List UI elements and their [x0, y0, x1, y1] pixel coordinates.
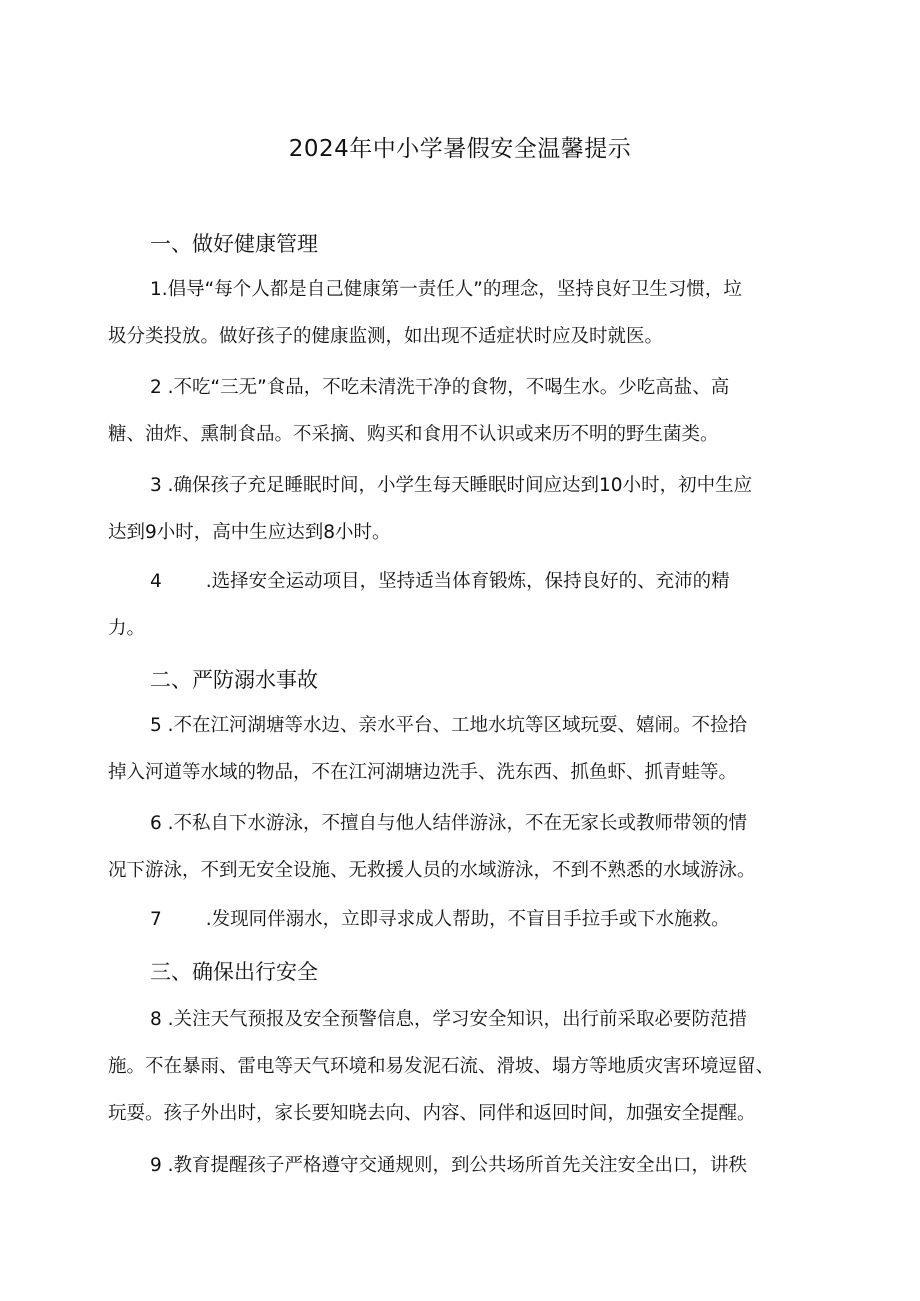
paragraph-line: 况下游泳，不到无安全设施、无救援人员的水域游泳，不到不熟悉的水域游泳。 — [108, 860, 756, 881]
section-heading: 二、严防溺水事故 — [150, 668, 318, 692]
paragraph-item-4 — [108, 558, 832, 652]
paragraph-line: .选择安全运动项目，坚持适当体育锻炼，保持良好的、充沛的精 — [205, 571, 730, 592]
paragraph-item-8 — [108, 996, 832, 1137]
paragraph-line: 9 .教育提醒孩子严格遵守交通规则，到公共场所首先关注安全出口，讲秩 — [150, 1155, 748, 1176]
paragraph-line: 施。不在暴雨、雷电等天气环境和易发泥石流、滑坡、塌方等地质灾害环境逗留、 — [108, 1056, 775, 1077]
item-number: 4 — [150, 571, 162, 592]
paragraph-item-2 — [108, 364, 832, 458]
paragraph-line: 8 .关注天气预报及安全预警信息，学习安全知识，出行前采取必要防范措 — [150, 1009, 748, 1030]
paragraph-line: 玩耍。孩子外出时，家长要知晓去向、内容、同伴和返回时间，加强安全提醒。 — [108, 1103, 756, 1124]
paragraph-item-3 — [108, 462, 832, 556]
paragraph-line: 6 .不私自下水游泳，不擅自与他人结伴游泳，不在无家长或教师带领的情 — [150, 813, 748, 834]
paragraph-item-9 — [108, 1142, 832, 1189]
paragraph-line: 圾分类投放。做好孩子的健康监测，如出现不适症状时应及时就医。 — [108, 326, 664, 347]
section-heading: 一、做好健康管理 — [150, 232, 318, 256]
paragraph-line: 2 .不吃“三无”食品，不吃未清洗干净的食物，不喝生水。少吃高盐、高 — [150, 377, 730, 398]
paragraph-line: 掉入河道等水域的物品，不在江河湖塘边洗手、洗东西、抓鱼虾、抓青蛙等。 — [108, 762, 738, 783]
paragraph-item-7 — [108, 896, 832, 943]
paragraph-line: 5 .不在江河湖塘等水边、亲水平台、工地水坑等区域玩耍、嬉闹。不捡拾 — [150, 715, 748, 736]
paragraph-line: 糖、油炸、熏制食品。不采摘、购买和食用不认识或来历不明的野生菌类。 — [108, 424, 719, 445]
paragraph-line: 达到9小时，高中生应达到8小时。 — [108, 522, 391, 543]
paragraph-line: 1.倡导“每个人都是自己健康第一责任人”的理念，坚持良好卫生习惯，垃 — [150, 279, 742, 300]
paragraph-line: 力。 — [108, 618, 146, 639]
paragraph-line: .发现同伴溺水，立即寻求成人帮助，不盲目手拉手或下水施救。 — [205, 909, 730, 930]
section-heading: 三、确保出行安全 — [150, 960, 318, 984]
paragraph-item-5 — [108, 702, 832, 796]
document-title: 2024年中小学暑假安全温馨提示 — [288, 136, 632, 162]
item-number: 7 — [150, 909, 162, 930]
paragraph-line: 3 .确保孩子充足睡眠时间，小学生每天睡眠时间应达到10小时，初中生应 — [150, 475, 753, 496]
paragraph-item-1 — [108, 266, 832, 360]
paragraph-item-6 — [108, 800, 832, 894]
